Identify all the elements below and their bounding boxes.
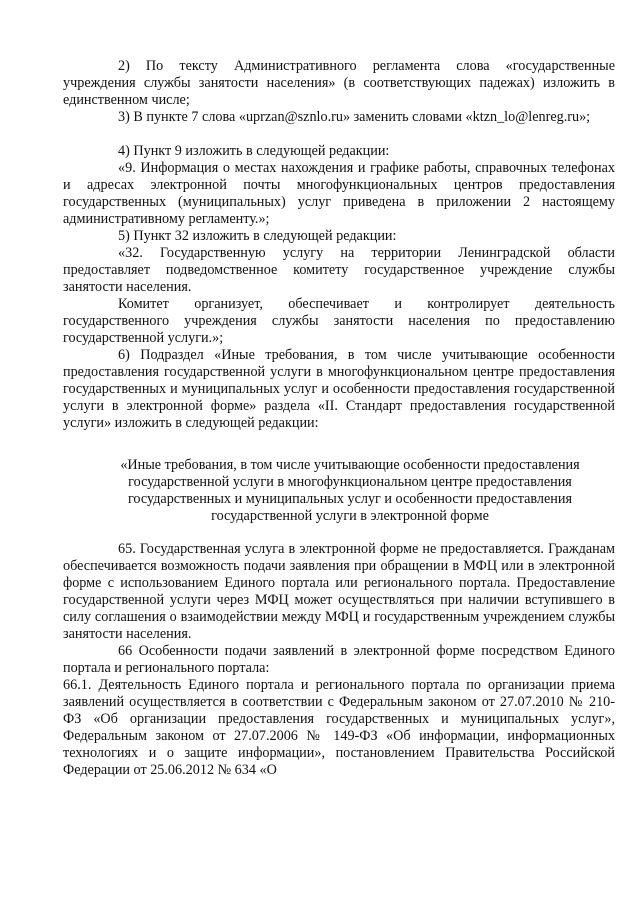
- paragraph-item-5-quote-2: Комитет организует, обеспечивает и контролирует деятельность государственного учреждения службы занятости населения по предоставлению государственной услуги.»;: [63, 296, 615, 346]
- paragraph-item-3: 3) В пункте 7 слова «uprzan@sznlo.ru» заменить словами «ktzn_lo@lenreg.ru»;: [118, 109, 591, 125]
- paragraph-item-6: 6) Подраздел «Иные требования, в том числе учитывающие особенности предоставления государственной услуги в многофункциональном центре предоставления государственных и муниципальных услуг и особенности предоставления государственной услуги в электронной форме» раздела «II. Стандарт предоставления государственной услуги» изложить в следующей редакции:: [63, 347, 615, 431]
- paragraph-66-1: 66.1. Деятельность Единого портала и регионального портала по организации приема заявлений осуществляется в соответствии с Федеральным законом от 27.07.2010 № 210-ФЗ «Об организации предоставления государственных и муниципальных услуг», Федеральным законом от 27.07.2006 № 149-ФЗ «Об информации, информационных технологиях и о защите информации», постановлением Правительства Российской Федерации от 25.06.2012 № 634 «О: [63, 677, 615, 778]
- paragraph-item-4-quote: «9. Информация о местах нахождения и графике работы, справочных телефонах и адресах электронной почты многофункциональных центров предоставления государственных (муниципальных) услуг приведена в приложении 2 настоящему административному регламенту.»;: [63, 160, 615, 227]
- paragraph-item-5-quote-1: «32. Государственную услугу на территории Ленинградской области предоставляет подведомственное комитету государственное учреждение службы занятости населения.: [63, 245, 615, 295]
- paragraph-66: 66 Особенности подачи заявлений в электронной форме посредством Единого портала и регионального портала:: [63, 643, 615, 676]
- paragraph-item-4: 4) Пункт 9 изложить в следующей редакции:: [118, 143, 390, 159]
- paragraph-item-2: 2) По тексту Административного регламента слова «государственные учреждения службы занятости населения» (в соответствующих падежах) изложить в единственном числе;: [63, 58, 615, 108]
- section-heading: «Иные требования, в том числе учитывающие особенности предоставления государственной услуги в многофункциональном центре предоставления государственных и муниципальных услуг и особенности предоставления государственной услуги в электронной форме: [120, 457, 580, 524]
- paragraph-item-5: 5) Пункт 32 изложить в следующей редакции:: [118, 228, 397, 244]
- paragraph-65: 65. Государственная услуга в электронной форме не предоставляется. Гражданам обеспечивается возможность подачи заявления при обращении в МФЦ или в электронной форме с использованием Единого портала или регионального портала. Предоставление государственной услуги через МФЦ может осуществляться при наличии вступившего в силу соглашения о взаимодействии между МФЦ и государственным учреждением службы занятости населения.: [63, 541, 615, 642]
